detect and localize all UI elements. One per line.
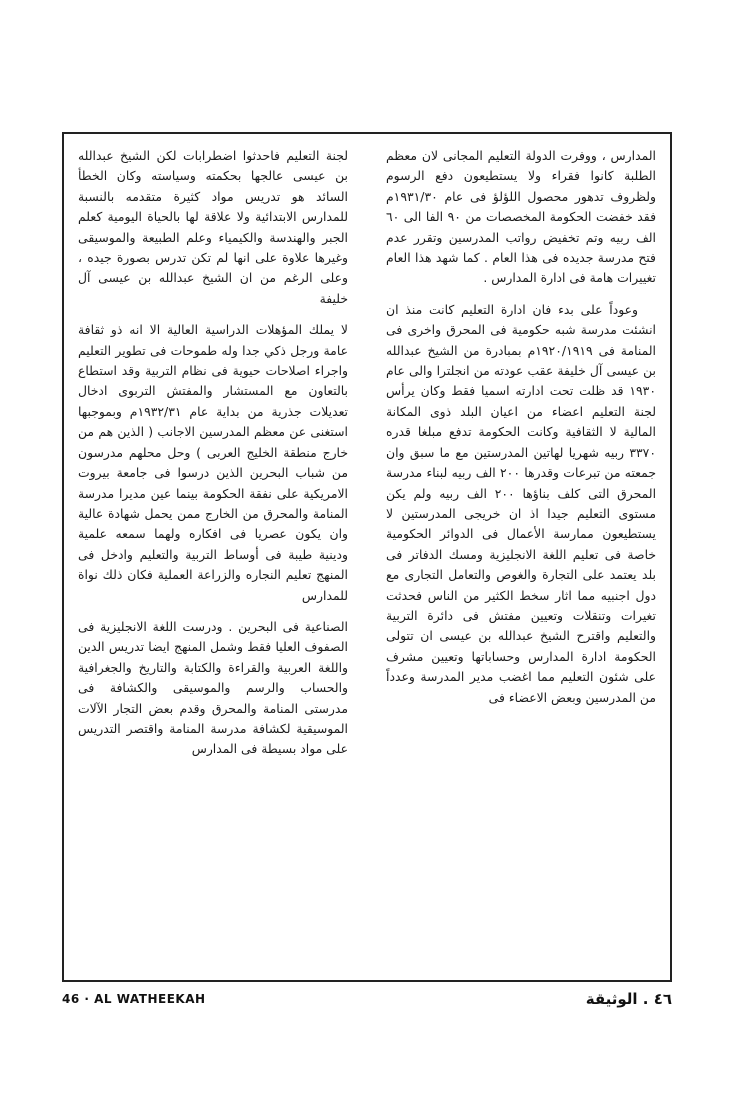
- footer-page-number-arabic: ٤٦ . الوثيقة: [585, 990, 672, 1008]
- article-frame: [62, 132, 672, 982]
- footer-page-number-english: 46 · AL WATHEEKAH: [62, 992, 206, 1006]
- article-column-left: [78, 146, 348, 972]
- paragraph: لا يملك المؤهلات الدراسية العالية الا انه ذو ثقافة عامة ورجل ذكي جدا وله طموحات فى تطوير التعليم واجراء اصلاحات حيوية فى نظام التربية وقد استطاع بالتعاون مع المستشار والمفتش التربوى ادخال تعديلات جذرية من بداية عام ١٩٣٢/٣١م وبموجبها استغنى عن معظم المدرسين الاجانب ( الذين هم من خارج منطقة الخليج العربى ) وحل محلهم مدرسون من شباب البحرين الذين درسوا فى جامعة بيروت الامريكية على نفقة الحكومة بينما عين مديرا مدرسة المنامة والمحرق من الخارج ممن يحمل شهادة عالية وان يكون عصريا فى افكاره ولهما سمعه علمية ودينية طيبة فى أوساط التربية والتعليم وادخل فى المنهج تعليم النجاره والزراعة العملية فكان ذلك نواة للمدارس: [78, 322, 348, 603]
- paragraph: المدارس ، ووفرت الدولة التعليم المجانى لان معظم الطلبة كانوا فقراء ولا يستطيعون دفع الرسوم ولظروف تدهور محصول اللؤلؤ فى عام ١٩٣١/٣٠م فقد خفضت الحكومة المخصصات من ٩٠ الفا الى ٦٠ الف ربيه وتم تخفيض رواتب المدرسين وتقرر عدم فتح مدرسة جديده فى هذا العام . كما شهد هذا العام تغييرات هامة فى ادارة المدارس .: [386, 148, 656, 286]
- paragraph: وعوداً على بدء فان ادارة التعليم كانت منذ ان انشئت مدرسة شبه حكومية فى المحرق واخرى فى المنامة فى ١٩٢٠/١٩١٩م بمبادرة من الشيخ عبدالله بن عيسى آل خليفة عقب عودته من انجلترا والى عام ١٩٣٠ قد ظلت تحت ادارته اسميا فقط وكان يرأس لجنة التعليم اعضاء من اعيان البلد ذوى المكانة المالية لا الثقافية وكانت الحكومة تدفع مبلغا قدره ٣٣٧٠ ربيه شهريا لهاتين المدرستين مع ما سبق وان جمعته من تبرعات وقدرها ٢٠٠ الف ربيه لبناء مدرسة المحرق التى كلف بناؤها ٢٠٠ الف ربيه ولم يكن مستوى التعليم جيدا اذ ان خريجى المدرستين لا يستطيعون ممارسة الأعمال فى الدوائر الحكومية خاصة فى تعليم اللغة الانجليزية ومسك الدفاتر فى بلد يعتمد على التجارة والغوص والتعامل التجارى مع دول اجنبيه مما اثار سخط الكثير من الناس فحدثت تغيرات وتنقلات وتعيين مفتش فى دائرة التربية والتعليم واقترح الشيخ عبدالله بن عيسى ان تتولى الحكومة ادارة المدارس وحساباتها وتعيين مشرف على شئون التعليم مما اغضب مدير المدرسة وعدداً من المدرسين وبعض الاعضاء فى: [386, 301, 656, 705]
- paragraph: الصناعية فى البحرين . ودرست اللغة الانجليزية فى الصفوف العليا فقط وشمل المنهج ايضا تدريس الدين واللغة العربية والقراءة والكتابة والتاريخ والجغرافية والحساب والرسم والموسيقى والكشافة فى مدرستى المنامة والمحرق وقدم بعض التجار الآلات الموسيقية لكشافة مدرسة المنامة واقتصر التدريس على مواد بسيطة فى المدارس: [78, 618, 348, 757]
- article-column-right: [386, 146, 656, 972]
- paragraph: لجنة التعليم فاحدثوا اضطرابات لكن الشيخ عبدالله بن عيسى عالجها بحكمته وسياسته وكان الخطأ السائد هو تدريس مواد كثيرة متقدمه بالنسبة للمدارس الابتدائية ولا علاقة لها بالحياة اليومية كعلم الجبر والهندسة والكيمياء وعلم الطبيعة والموسيقى وغيرها علاوة على انها لم تكن تدرس بصورة جيده ، وعلى الرغم من ان الشيخ عبدالله بن عيسى آل خليفة: [78, 148, 348, 306]
- page-footer: [62, 992, 672, 1014]
